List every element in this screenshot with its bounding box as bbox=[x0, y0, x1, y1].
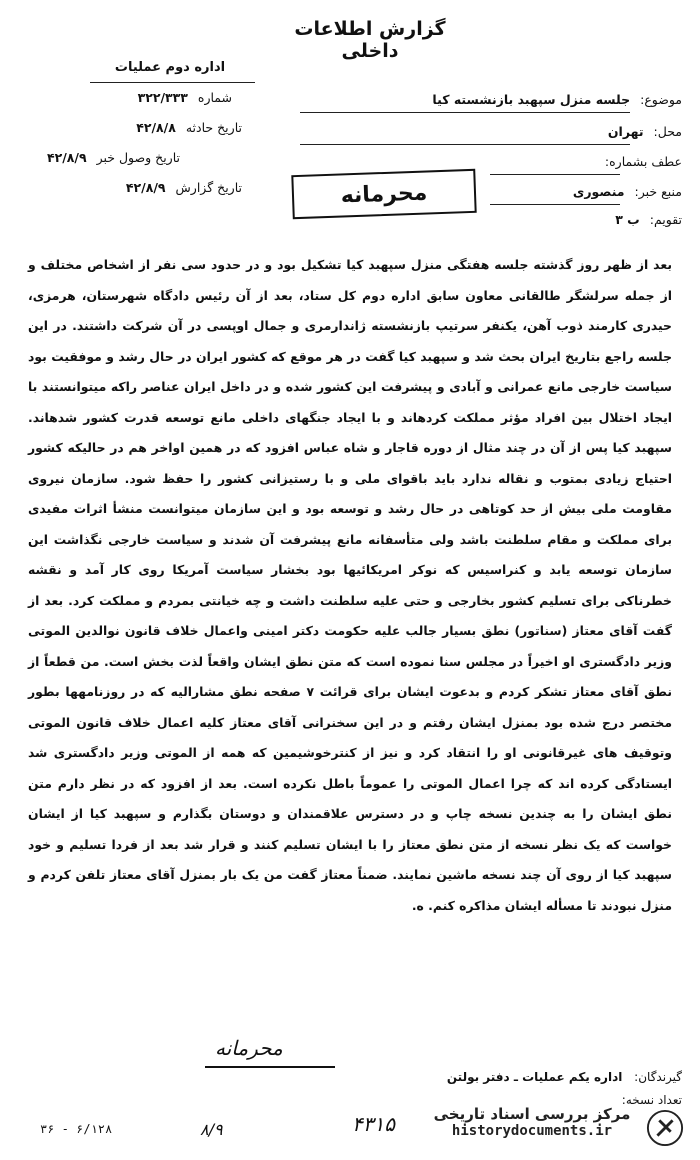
report-date-value: ۴۲/۸/۹ bbox=[125, 180, 166, 195]
report-title: گزارش اطلاعات داخلی bbox=[294, 18, 446, 62]
recipients-row: گیرندگان: اداره یکم عملیات ـ دفتر بولتن bbox=[446, 1070, 682, 1084]
ref-row: عطف بشماره: bbox=[604, 154, 682, 169]
incident-date-value: ۴۲/۸/۸ bbox=[136, 120, 176, 135]
source-label: منبع خبر bbox=[638, 184, 682, 199]
copies-label: تعداد نسخه bbox=[625, 1093, 682, 1107]
handwritten-number: ۴۳۱۵ bbox=[352, 1112, 395, 1136]
subject-value: جلسه منزل سپهبد بازنشسته کیا bbox=[432, 92, 631, 107]
incident-date-row bbox=[136, 120, 242, 135]
divider bbox=[90, 82, 255, 83]
ref-label: عطف بشماره bbox=[609, 154, 682, 169]
received-date-row bbox=[47, 150, 180, 165]
archive-watermark bbox=[418, 1105, 690, 1155]
confidential-stamp: محرمانه bbox=[291, 169, 476, 219]
source-row: منبع خبر: منصوری bbox=[572, 184, 682, 199]
received-date-value: ۴۲/۸/۹ bbox=[46, 150, 87, 165]
archive-logo-icon bbox=[646, 1109, 684, 1147]
divider bbox=[300, 112, 630, 113]
file-code: ۳۶ - ۶/۱۲۸ bbox=[40, 1122, 113, 1136]
divider bbox=[490, 174, 620, 175]
handwritten-note: ۸/۹ bbox=[200, 1120, 223, 1139]
place-row: محل: تهران bbox=[607, 124, 682, 139]
place-value: تهران bbox=[607, 124, 644, 139]
place-label: محل bbox=[657, 124, 682, 139]
report-date-label: تاریخ گزارش bbox=[175, 180, 242, 195]
report-date-row bbox=[126, 180, 242, 195]
watermark-persian: مرکز بررسی اسناد تاریخی bbox=[433, 1105, 631, 1123]
rating-value: ب ۳ bbox=[615, 212, 640, 227]
number-label: شماره bbox=[197, 90, 232, 105]
rating-row: تقویم: ب ۳ bbox=[615, 212, 682, 227]
source-value: منصوری bbox=[572, 184, 625, 199]
received-date-label: تاریخ وصول خبر bbox=[96, 150, 180, 165]
department-label: اداره دوم عملیات bbox=[114, 60, 226, 75]
incident-date-label: تاریخ حادثه bbox=[185, 120, 242, 135]
subject-row: موضوع: جلسه منزل سپهبد بازنشسته کیا bbox=[432, 92, 682, 107]
recipients-label: گیرندگان bbox=[638, 1070, 682, 1084]
report-body: بعد از ظهر روز گذشته جلسه هفتگی منزل سپهبد کیا تشکیل بود و در حدود سی نفر از اشخاص مختلف و از جمله سرلشگر طالقانی معاون سابق اداره دوم کل ستاد، بعد از آن رئیس دادگاه شهرستان، هرمزی، حیدری کارمند ذوب آهن، یکنفر سرتیپ بازنشسته ژاندارمری و جمال اوپسی در آن شرکت داشتند. در این جلسه راجع بتاریخ ایران بحث شد و سپهبد کیا گفت در هر موقع که کشور ایران در حال رشد و موفقیت بود سیاست خارجی مانع عمرانی و آبادی و پیشرفت این کشور شده و در داخل ایران عناصر راکه میتوانستند با ایجاد اختلال بین افراد مؤثر مملکت کردهاند و با ایجاد جنگهای داخلی مانع توسعه قدرت کشور شدهاند. سپهبد کیا پس از آن در چند مثال از دوره قاجار و شاه عباس افزود که در همین اواخر هم در حالیکه کشور احتیاج زیادی بمتوب و نقاله ندارد باید باقوای ملی و با رستیزانی کشور را حفظ شود. سازمان نیروی مقاومت ملی بیش از حد کوتاهی در حال رشد و توسعه بود و این سازمان میتوانست منشأ اثرات مفیدی برای مملکت و مقام سلطنت باشد ولی متأسفانه مانع پیشرفت آن شدند و سیاست خارجی نگذاشت این سازمان توسعه یابد و کنراسیس که نوکر امریکائیها بود بخشار سیاست آمریکا روی کار آمد و نقشه خطرناکی برای تسلیم کشور بخارجی و حتی علیه سلطنت داشت و چه خیانتی بمردم و مملکت کرد. بعد از گفت آقای معتاز (سناتور) نطق بسیار جالب علیه حکومت دکتر امینی واعمال خلاف قانون نوالدین الموتی وزیر دادگستری او اخیراً در مجلس سنا نموده است که متن نطق ایشان واقعاً لذت بخش است. من قطعاً از نطق آقای معتاز تشکر کردم و بدعوت ایشان برای قرائت ۷ صفحه نطق مشارالیه که در روزنامهها بطور مختصر درج شده بود بمنزل ایشان رفتم و در این سخنرانی آقای معتاز کلیه اعمال خلاف قانون الموتی وتوقیف های غیرقانونی او را انتقاد کرد و نیز از کنترخوشیمین که همه از الموتی وزیر دادگستری شد ایستادگی کرده اند که چرا اعمال الموتی را عموماً باطل نکرده است. بعد از افزود که در نظر دارم متن نطق ایشان را به چندین نسخه چاپ و در دسترس علاقمندان و دوستان بگذارم و سپهبد کیا از ایشان خواست که یک نظر نسخه از متن نطق معتاز را با ایشان تسلیم کنند و قرار شد بعد از فردا تسلیم و خود سپهبد کیا از روی آن چند نسخه ماشین نمایند. ضمناً معتاز گفت من یک بار بمنزل آقای معتاز تلفن کردم و منزل نبودند تا مسأله ایشان مذاکره کنم. ه. bbox=[28, 257, 672, 913]
number-row bbox=[138, 90, 232, 105]
subject-label: موضوع bbox=[644, 92, 682, 107]
rating-label: تقویم bbox=[653, 212, 682, 227]
divider bbox=[300, 144, 630, 145]
number-value: ۳۲۲/۳۳۳ bbox=[137, 90, 188, 105]
signature-scribble: محرمانه bbox=[215, 1036, 283, 1060]
copies-row: تعداد نسخه: bbox=[621, 1093, 682, 1107]
recipients-value: اداره یکم عملیات ـ دفتر بولتن bbox=[446, 1070, 623, 1084]
divider bbox=[490, 204, 620, 205]
watermark-latin: historydocuments.ir bbox=[451, 1123, 613, 1139]
